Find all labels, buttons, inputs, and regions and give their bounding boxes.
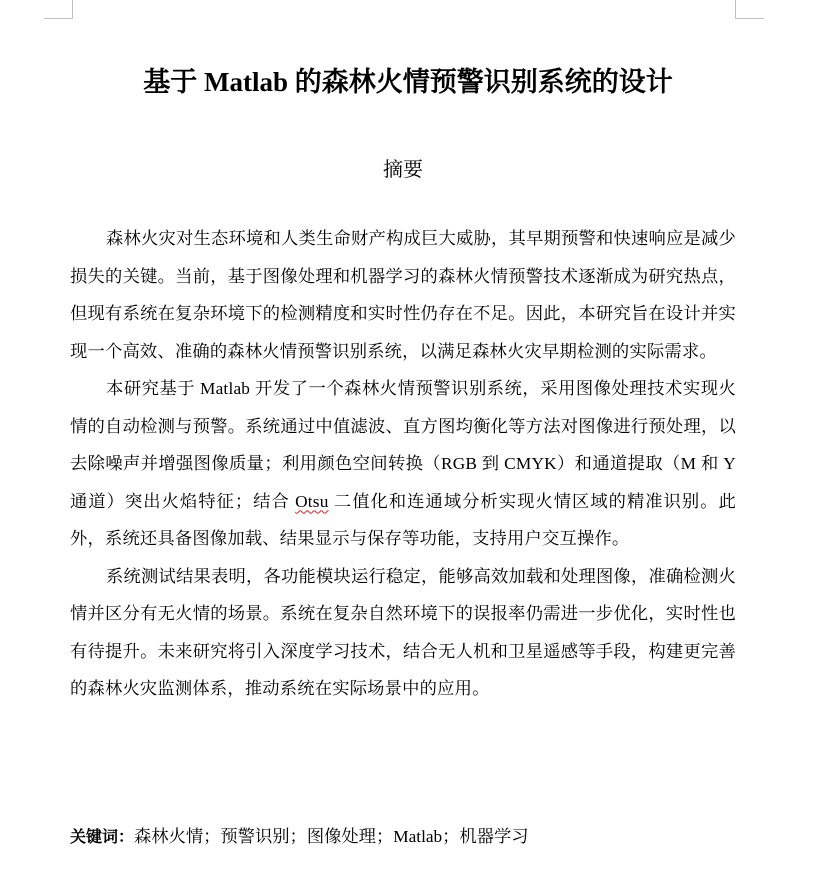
page-margin-corner-mark-top-left bbox=[44, 0, 73, 19]
keywords-label: 关键词： bbox=[70, 827, 135, 846]
abstract-paragraph-3: 系统测试结果表明，各功能模块运行稳定，能够高效加载和处理图像，准确检测火情并区分有无火情的场景。系统在复杂自然环境下的误报率仍需进一步优化，实时性也有待提升。未来研究将引入深度学习技术，结合无人机和卫星遥感等手段，构建更完善的森林火灾监测体系，推动系统在实际场景中的应用。 bbox=[70, 566, 736, 698]
document-title: 基于 Matlab 的森林火情预警识别系统的设计 bbox=[143, 67, 673, 97]
paragraph-2-text-before: 本研究基于 Matlab 开发了一个森林火情预警识别系统，采用图像处理技术实现火情的自动检测与预警。系统通过中值滤波、直方图均衡化等方法对图像进行预处理，以去除噪声并增强图像质量；利用颜色空间转换（RGB 到 CMYK）和通道提取（M 和 Y 通道）突出火焰特征；结合 bbox=[70, 379, 736, 511]
abstract-paragraph-2 bbox=[70, 370, 736, 558]
abstract-heading: 摘要 bbox=[383, 157, 423, 181]
keywords-value: 森林火情；预警识别；图像处理；Matlab；机器学习 bbox=[134, 827, 529, 846]
keywords-line bbox=[70, 822, 529, 847]
page-margin-corner-mark-top-right bbox=[735, 0, 764, 19]
abstract-paragraph-1: 森林火灾对生态环境和人类生命财产构成巨大威胁，其早期预警和快速响应是减少损失的关键。当前，基于图像处理和机器学习的森林火情预警技术逐渐成为研究热点，但现有系统在复杂环境下的检测精度和实时性仍存在不足。因此，本研究旨在设计并实现一个高效、准确的森林火情预警识别系统，以满足森林火灾早期检测的实际需求。 bbox=[70, 229, 736, 361]
paragraph-2-text-after: 二值化和连通域分析实现火情区域的精准识别。此外，系统还具备图像加载、结果显示与保存等功能，支持用户交互操作。 bbox=[70, 491, 737, 548]
spellcheck-flagged-word[interactable]: Otsu bbox=[295, 491, 329, 511]
abstract-body bbox=[70, 220, 736, 708]
